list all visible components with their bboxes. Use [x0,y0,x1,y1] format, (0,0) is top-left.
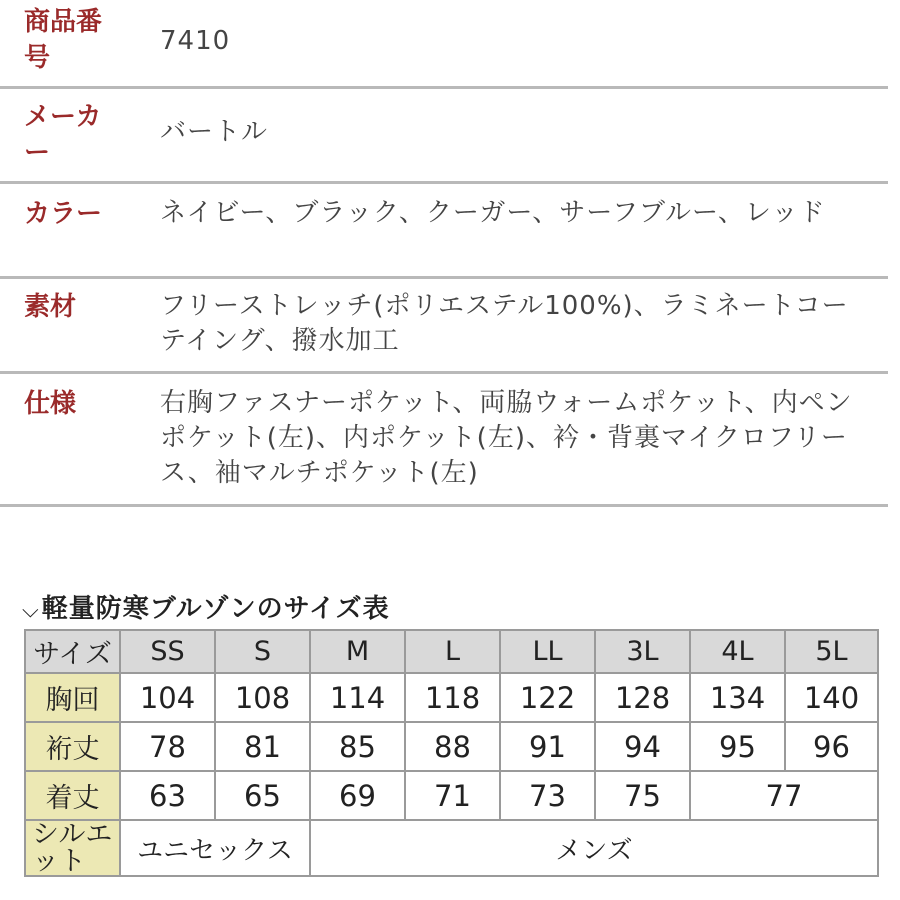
size-cell: L [405,630,500,673]
sleeve-cell: 95 [690,722,785,771]
sleeve-cell: 96 [785,722,878,771]
chest-row [25,673,878,722]
row-label-sleeve: 裄丈 [25,722,120,771]
sleeve-cell: 78 [120,722,215,771]
size-table-title [22,588,390,625]
silhouette-mens-cell: メンズ [310,820,878,876]
spec-value: フリーストレッチ(ポリエステル100%)、ラミネートコーテイング、撥水加工 [160,291,849,356]
row-label-chest: 胸回 [25,673,120,722]
length-cell: 65 [215,771,310,820]
size-cell: M [310,630,405,673]
chest-cell: 118 [405,673,500,722]
spec-row-color [0,184,888,279]
sleeve-cell: 81 [215,722,310,771]
spec-label: カラー [24,199,103,229]
length-cell: 75 [595,771,690,820]
size-header-row [25,630,878,673]
sleeve-row [25,722,878,771]
header-label-cell: サイズ [25,630,120,673]
size-cell: 3L [595,630,690,673]
length-cell: 69 [310,771,405,820]
spec-value: ネイビー、ブラック、クーガー、サーフブルー、レッド [160,198,826,228]
sleeve-cell: 88 [405,722,500,771]
chest-cell: 114 [310,673,405,722]
sleeve-cell: 91 [500,722,595,771]
chevron-down-icon: ⌵ [22,598,40,623]
spec-row-material [0,279,888,374]
length-cell: 63 [120,771,215,820]
sleeve-cell: 94 [595,722,690,771]
sleeve-cell: 85 [310,722,405,771]
chest-cell: 108 [215,673,310,722]
length-row [25,771,878,820]
row-label-silhouette: シルエット [25,820,120,876]
size-table [24,629,879,877]
silhouette-row [25,820,878,876]
spec-value: 7410 [160,26,231,56]
row-label-length: 着丈 [25,771,120,820]
size-cell: LL [500,630,595,673]
chest-cell: 134 [690,673,785,722]
size-cell: SS [120,630,215,673]
spec-row-features [0,374,888,507]
size-cell: S [215,630,310,673]
size-cell: 5L [785,630,878,673]
chest-cell: 104 [120,673,215,722]
length-cell: 71 [405,771,500,820]
chest-cell: 128 [595,673,690,722]
silhouette-unisex-cell: ユニセックス [120,820,310,876]
size-cell: 4L [690,630,785,673]
size-table-title-text: 軽量防寒ブルゾンのサイズ表 [41,594,390,624]
spec-label: 仕様 [24,389,77,419]
length-cell-merged: 77 [690,771,878,820]
length-cell: 73 [500,771,595,820]
spec-value: 右胸ファスナーポケット、両脇ウォームポケット、内ペンポケット(左)、内ポケット(左)、衿・背裏マイクロフリース、袖マルチポケット(左) [160,388,853,488]
spec-value: バートル [160,117,269,147]
spec-row-product-number [0,0,888,89]
spec-label: 商品番号 [24,7,103,73]
spec-label: メーカー [24,102,102,168]
spec-label: 素材 [24,292,77,322]
chest-cell: 140 [785,673,878,722]
chest-cell: 122 [500,673,595,722]
spec-row-maker [0,89,888,184]
